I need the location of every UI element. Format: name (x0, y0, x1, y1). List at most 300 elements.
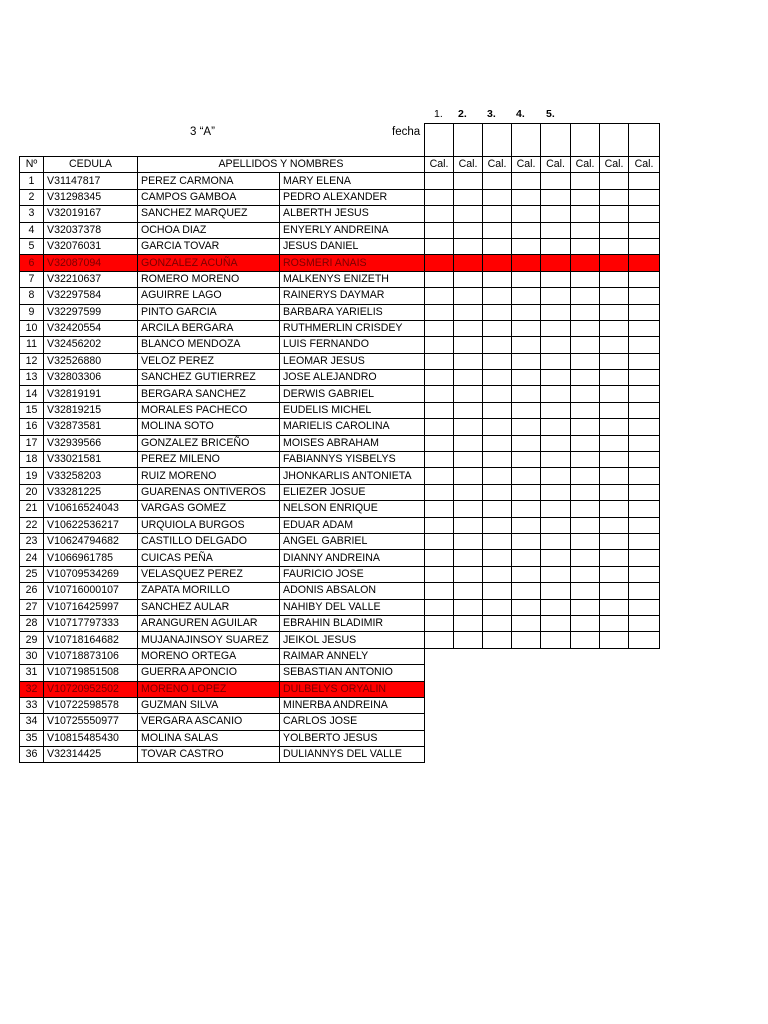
grade-cell[interactable] (541, 255, 571, 271)
grade-cell[interactable] (541, 533, 571, 549)
grade-cell[interactable] (512, 747, 541, 763)
grade-cell[interactable] (600, 648, 629, 664)
grade-cell[interactable] (571, 353, 600, 369)
grade-cell[interactable] (541, 304, 571, 320)
grade-cell[interactable] (512, 648, 541, 664)
grade-cell[interactable] (571, 648, 600, 664)
grade-cell[interactable] (425, 747, 454, 763)
grade-cell[interactable] (541, 337, 571, 353)
grade-cell[interactable] (483, 206, 512, 222)
grade-cell[interactable] (541, 747, 571, 763)
grade-cell[interactable] (483, 402, 512, 418)
grade-cell[interactable] (483, 435, 512, 451)
grade-cell[interactable] (483, 517, 512, 533)
grade-cell[interactable] (541, 238, 571, 254)
grade-cell[interactable] (541, 386, 571, 402)
grade-cell[interactable] (600, 173, 629, 189)
grade-cell[interactable] (571, 419, 600, 435)
grade-cell[interactable] (425, 517, 454, 533)
grade-cell[interactable] (512, 288, 541, 304)
grade-cell[interactable] (512, 681, 541, 697)
grade-cell[interactable] (425, 238, 454, 254)
grade-cell[interactable] (425, 419, 454, 435)
grade-cell[interactable] (425, 304, 454, 320)
grade-cell[interactable] (512, 533, 541, 549)
grade-cell[interactable] (629, 189, 660, 205)
grade-cell[interactable] (629, 501, 660, 517)
grade-cell[interactable] (600, 550, 629, 566)
grade-cell[interactable] (541, 206, 571, 222)
grade-cell[interactable] (425, 550, 454, 566)
grade-cell[interactable] (483, 615, 512, 631)
grade-cell[interactable] (600, 730, 629, 746)
grade-cell[interactable] (454, 566, 483, 582)
grade-cell[interactable] (600, 288, 629, 304)
grade-cell[interactable] (600, 222, 629, 238)
grade-cell[interactable] (454, 747, 483, 763)
grade-cell[interactable] (454, 648, 483, 664)
grade-cell[interactable] (512, 697, 541, 713)
grade-cell[interactable] (483, 583, 512, 599)
grade-cell[interactable] (483, 681, 512, 697)
grade-cell[interactable] (541, 730, 571, 746)
grade-cell[interactable] (512, 206, 541, 222)
grade-cell[interactable] (571, 533, 600, 549)
grade-cell[interactable] (629, 533, 660, 549)
grade-cell[interactable] (541, 665, 571, 681)
grade-cell[interactable] (425, 697, 454, 713)
grade-cell[interactable] (600, 665, 629, 681)
grade-cell[interactable] (629, 697, 660, 713)
grade-cell[interactable] (571, 386, 600, 402)
grade-cell[interactable] (571, 255, 600, 271)
grade-cell[interactable] (571, 304, 600, 320)
grade-cell[interactable] (454, 402, 483, 418)
grade-cell[interactable] (512, 730, 541, 746)
grade-cell[interactable] (512, 632, 541, 648)
grade-cell[interactable] (512, 583, 541, 599)
grade-cell[interactable] (571, 714, 600, 730)
grade-cell[interactable] (483, 238, 512, 254)
grade-cell[interactable] (454, 533, 483, 549)
grade-cell[interactable] (629, 615, 660, 631)
grade-cell[interactable] (454, 632, 483, 648)
date-cell[interactable] (454, 124, 483, 157)
grade-cell[interactable] (629, 435, 660, 451)
grade-cell[interactable] (512, 271, 541, 287)
grade-cell[interactable] (454, 304, 483, 320)
grade-cell[interactable] (425, 632, 454, 648)
grade-cell[interactable] (483, 501, 512, 517)
grade-cell[interactable] (454, 288, 483, 304)
grade-cell[interactable] (483, 730, 512, 746)
grade-cell[interactable] (600, 255, 629, 271)
grade-cell[interactable] (629, 583, 660, 599)
grade-cell[interactable] (571, 468, 600, 484)
grade-cell[interactable] (425, 730, 454, 746)
grade-cell[interactable] (483, 337, 512, 353)
grade-cell[interactable] (600, 206, 629, 222)
grade-cell[interactable] (425, 599, 454, 615)
date-cell[interactable] (541, 124, 571, 157)
grade-cell[interactable] (541, 599, 571, 615)
grade-cell[interactable] (512, 665, 541, 681)
grade-cell[interactable] (600, 337, 629, 353)
grade-cell[interactable] (425, 435, 454, 451)
grade-cell[interactable] (454, 599, 483, 615)
grade-cell[interactable] (600, 632, 629, 648)
grade-cell[interactable] (541, 615, 571, 631)
grade-cell[interactable] (512, 189, 541, 205)
grade-cell[interactable] (629, 517, 660, 533)
grade-cell[interactable] (512, 452, 541, 468)
grade-cell[interactable] (600, 484, 629, 500)
grade-cell[interactable] (541, 173, 571, 189)
grade-cell[interactable] (629, 484, 660, 500)
grade-cell[interactable] (512, 566, 541, 582)
grade-cell[interactable] (512, 370, 541, 386)
grade-cell[interactable] (541, 452, 571, 468)
grade-cell[interactable] (541, 681, 571, 697)
grade-cell[interactable] (541, 370, 571, 386)
date-cell[interactable] (629, 124, 660, 157)
grade-cell[interactable] (571, 484, 600, 500)
grade-cell[interactable] (483, 222, 512, 238)
grade-cell[interactable] (541, 632, 571, 648)
grade-cell[interactable] (425, 468, 454, 484)
grade-cell[interactable] (454, 435, 483, 451)
grade-cell[interactable] (512, 517, 541, 533)
grade-cell[interactable] (512, 714, 541, 730)
grade-cell[interactable] (512, 501, 541, 517)
grade-cell[interactable] (512, 615, 541, 631)
grade-cell[interactable] (600, 697, 629, 713)
cedula-cell: V33258203 (44, 468, 138, 484)
grade-cell[interactable] (600, 320, 629, 336)
grade-cell[interactable] (512, 255, 541, 271)
grade-cell[interactable] (483, 320, 512, 336)
grade-cell[interactable] (571, 402, 600, 418)
grade-cell[interactable] (483, 468, 512, 484)
grade-cell[interactable] (454, 386, 483, 402)
grade-cell[interactable] (512, 484, 541, 500)
grade-cell[interactable] (425, 386, 454, 402)
grade-cell[interactable] (425, 583, 454, 599)
grade-cell[interactable] (600, 517, 629, 533)
grade-cell[interactable] (600, 501, 629, 517)
grade-cell[interactable] (629, 255, 660, 271)
grade-cell[interactable] (483, 550, 512, 566)
grade-cell[interactable] (454, 697, 483, 713)
grade-cell[interactable] (571, 288, 600, 304)
grade-cell[interactable] (454, 484, 483, 500)
grade-cell[interactable] (571, 747, 600, 763)
grade-cell[interactable] (454, 189, 483, 205)
grade-cell[interactable] (541, 697, 571, 713)
grade-cell[interactable] (483, 632, 512, 648)
grade-cell[interactable] (454, 206, 483, 222)
grade-cell[interactable] (454, 550, 483, 566)
grade-cell[interactable] (512, 550, 541, 566)
table-row (20, 566, 660, 582)
grade-cell[interactable] (571, 550, 600, 566)
grade-cell[interactable] (571, 370, 600, 386)
grade-cell[interactable] (541, 271, 571, 287)
grade-cell[interactable] (541, 583, 571, 599)
grade-cell[interactable] (571, 615, 600, 631)
grade-cell[interactable] (454, 337, 483, 353)
grade-cell[interactable] (600, 681, 629, 697)
grade-cell[interactable] (600, 599, 629, 615)
grade-cell[interactable] (483, 599, 512, 615)
grade-cell[interactable] (454, 222, 483, 238)
grade-cell[interactable] (425, 353, 454, 369)
grade-cell[interactable] (425, 402, 454, 418)
grade-cell[interactable] (512, 320, 541, 336)
grade-cell[interactable] (483, 697, 512, 713)
grade-cell[interactable] (483, 173, 512, 189)
grade-cell[interactable] (600, 238, 629, 254)
grade-cell[interactable] (541, 714, 571, 730)
row-number: 6 (20, 255, 44, 271)
grade-cell[interactable] (541, 288, 571, 304)
grade-cell[interactable] (629, 747, 660, 763)
grade-cell[interactable] (483, 747, 512, 763)
grade-cell[interactable] (571, 222, 600, 238)
grade-cell[interactable] (571, 452, 600, 468)
grade-cell[interactable] (571, 206, 600, 222)
grade-cell[interactable] (541, 566, 571, 582)
grade-cell[interactable] (600, 386, 629, 402)
date-cell[interactable] (425, 124, 454, 157)
grade-cell[interactable] (541, 468, 571, 484)
grade-cell[interactable] (541, 419, 571, 435)
grade-cell[interactable] (571, 697, 600, 713)
grade-cell[interactable] (483, 665, 512, 681)
grade-cell[interactable] (629, 222, 660, 238)
grade-cell[interactable] (629, 386, 660, 402)
grade-cell[interactable] (629, 320, 660, 336)
grade-cell[interactable] (629, 304, 660, 320)
grade-cell[interactable] (629, 337, 660, 353)
grade-cell[interactable] (454, 681, 483, 697)
grade-cell[interactable] (600, 583, 629, 599)
grade-cell[interactable] (512, 402, 541, 418)
grade-cell[interactable] (600, 452, 629, 468)
grade-cell[interactable] (483, 370, 512, 386)
grade-cell[interactable] (571, 501, 600, 517)
grade-cell[interactable] (629, 665, 660, 681)
grade-cell[interactable] (629, 288, 660, 304)
grade-cell[interactable] (629, 730, 660, 746)
grade-cell[interactable] (483, 353, 512, 369)
grade-cell[interactable] (425, 337, 454, 353)
grade-cell[interactable] (454, 615, 483, 631)
grade-cell[interactable] (629, 402, 660, 418)
grade-cell[interactable] (571, 599, 600, 615)
grade-cell[interactable] (600, 747, 629, 763)
grade-cell[interactable] (512, 419, 541, 435)
grade-cell[interactable] (483, 714, 512, 730)
grade-cell[interactable] (600, 304, 629, 320)
grade-cell[interactable] (571, 435, 600, 451)
grade-cell[interactable] (483, 566, 512, 582)
grade-cell[interactable] (454, 501, 483, 517)
grade-cell[interactable] (425, 566, 454, 582)
grade-cell[interactable] (571, 173, 600, 189)
grade-cell[interactable] (483, 189, 512, 205)
grade-cell[interactable] (571, 632, 600, 648)
grade-cell[interactable] (600, 271, 629, 287)
grade-cell[interactable] (541, 484, 571, 500)
grade-cell[interactable] (425, 714, 454, 730)
grade-cell[interactable] (629, 206, 660, 222)
grade-cell[interactable] (454, 730, 483, 746)
grade-cell[interactable] (600, 435, 629, 451)
grade-cell[interactable] (512, 337, 541, 353)
grade-cell[interactable] (541, 435, 571, 451)
date-cell[interactable] (571, 124, 600, 157)
grade-cell[interactable] (541, 189, 571, 205)
grade-cell[interactable] (600, 419, 629, 435)
date-cell[interactable] (483, 124, 512, 157)
grade-cell[interactable] (454, 320, 483, 336)
grade-cell[interactable] (541, 353, 571, 369)
grade-cell[interactable] (425, 484, 454, 500)
grade-cell[interactable] (629, 550, 660, 566)
grade-cell[interactable] (425, 173, 454, 189)
grade-cell[interactable] (483, 648, 512, 664)
grade-cell[interactable] (512, 353, 541, 369)
grade-cell[interactable] (454, 419, 483, 435)
grade-cell[interactable] (425, 320, 454, 336)
grade-cell[interactable] (483, 419, 512, 435)
grade-cell[interactable] (483, 271, 512, 287)
grade-cell[interactable] (629, 468, 660, 484)
grade-cell[interactable] (454, 714, 483, 730)
grade-cell[interactable] (483, 288, 512, 304)
grade-cell[interactable] (629, 452, 660, 468)
grade-cell[interactable] (600, 353, 629, 369)
grade-cell[interactable] (483, 255, 512, 271)
grade-cell[interactable] (512, 173, 541, 189)
grade-cell[interactable] (425, 271, 454, 287)
grade-cell[interactable] (571, 583, 600, 599)
grade-cell[interactable] (425, 288, 454, 304)
grade-cell[interactable] (571, 730, 600, 746)
grade-cell[interactable] (483, 484, 512, 500)
grade-cell[interactable] (541, 550, 571, 566)
grade-cell[interactable] (425, 533, 454, 549)
grade-cell[interactable] (425, 222, 454, 238)
grade-cell[interactable] (600, 615, 629, 631)
grade-cell[interactable] (454, 353, 483, 369)
grade-cell[interactable] (454, 517, 483, 533)
grade-cell[interactable] (512, 238, 541, 254)
grade-cell[interactable] (541, 517, 571, 533)
grade-cell[interactable] (600, 566, 629, 582)
grade-cell[interactable] (600, 714, 629, 730)
grade-cell[interactable] (600, 370, 629, 386)
grade-cell[interactable] (629, 681, 660, 697)
grade-cell[interactable] (425, 452, 454, 468)
grade-cell[interactable] (571, 665, 600, 681)
grade-cell[interactable] (600, 402, 629, 418)
grade-cell[interactable] (629, 648, 660, 664)
grade-cell[interactable] (454, 255, 483, 271)
grade-cell[interactable] (425, 665, 454, 681)
grade-cell[interactable] (512, 468, 541, 484)
grade-cell[interactable] (454, 583, 483, 599)
grade-cell[interactable] (629, 419, 660, 435)
grade-cell[interactable] (425, 189, 454, 205)
grade-cell[interactable] (512, 435, 541, 451)
grade-cell[interactable] (483, 304, 512, 320)
grade-cell[interactable] (571, 337, 600, 353)
grade-cell[interactable] (629, 271, 660, 287)
grade-cell[interactable] (425, 501, 454, 517)
grade-cell[interactable] (483, 533, 512, 549)
grade-cell[interactable] (600, 533, 629, 549)
grade-cell[interactable] (425, 615, 454, 631)
grade-cell[interactable] (629, 370, 660, 386)
grade-cell[interactable] (483, 386, 512, 402)
grade-cell[interactable] (512, 304, 541, 320)
grade-cell[interactable] (454, 665, 483, 681)
grade-cell[interactable] (425, 681, 454, 697)
grade-cell[interactable] (541, 402, 571, 418)
grade-cell[interactable] (629, 632, 660, 648)
grade-cell[interactable] (571, 566, 600, 582)
grade-cell[interactable] (541, 320, 571, 336)
grade-cell[interactable] (541, 501, 571, 517)
grade-cell[interactable] (571, 681, 600, 697)
grade-cell[interactable] (454, 173, 483, 189)
grade-cell[interactable] (541, 222, 571, 238)
grade-cell[interactable] (425, 255, 454, 271)
grade-cell[interactable] (512, 386, 541, 402)
grade-cell[interactable] (425, 648, 454, 664)
grade-cell[interactable] (425, 370, 454, 386)
grade-cell[interactable] (454, 238, 483, 254)
grade-cell[interactable] (454, 452, 483, 468)
grade-cell[interactable] (629, 599, 660, 615)
grade-cell[interactable] (571, 320, 600, 336)
grade-cell[interactable] (629, 238, 660, 254)
grade-cell[interactable] (629, 714, 660, 730)
grade-cell[interactable] (454, 271, 483, 287)
cedula-cell: V32210637 (44, 271, 138, 287)
grade-cell[interactable] (629, 173, 660, 189)
grade-cell[interactable] (541, 648, 571, 664)
grade-cell[interactable] (571, 517, 600, 533)
grade-cell[interactable] (629, 566, 660, 582)
grade-cell[interactable] (454, 370, 483, 386)
date-cell[interactable] (600, 124, 629, 157)
grade-cell[interactable] (571, 271, 600, 287)
grade-cell[interactable] (512, 222, 541, 238)
date-cell[interactable] (512, 124, 541, 157)
grade-cell[interactable] (600, 468, 629, 484)
grade-cell[interactable] (425, 206, 454, 222)
grade-cell[interactable] (512, 599, 541, 615)
grade-cell[interactable] (454, 468, 483, 484)
grade-cell[interactable] (571, 238, 600, 254)
grade-cell[interactable] (571, 189, 600, 205)
grade-cell[interactable] (629, 353, 660, 369)
grade-cell[interactable] (600, 189, 629, 205)
grade-cell[interactable] (483, 452, 512, 468)
